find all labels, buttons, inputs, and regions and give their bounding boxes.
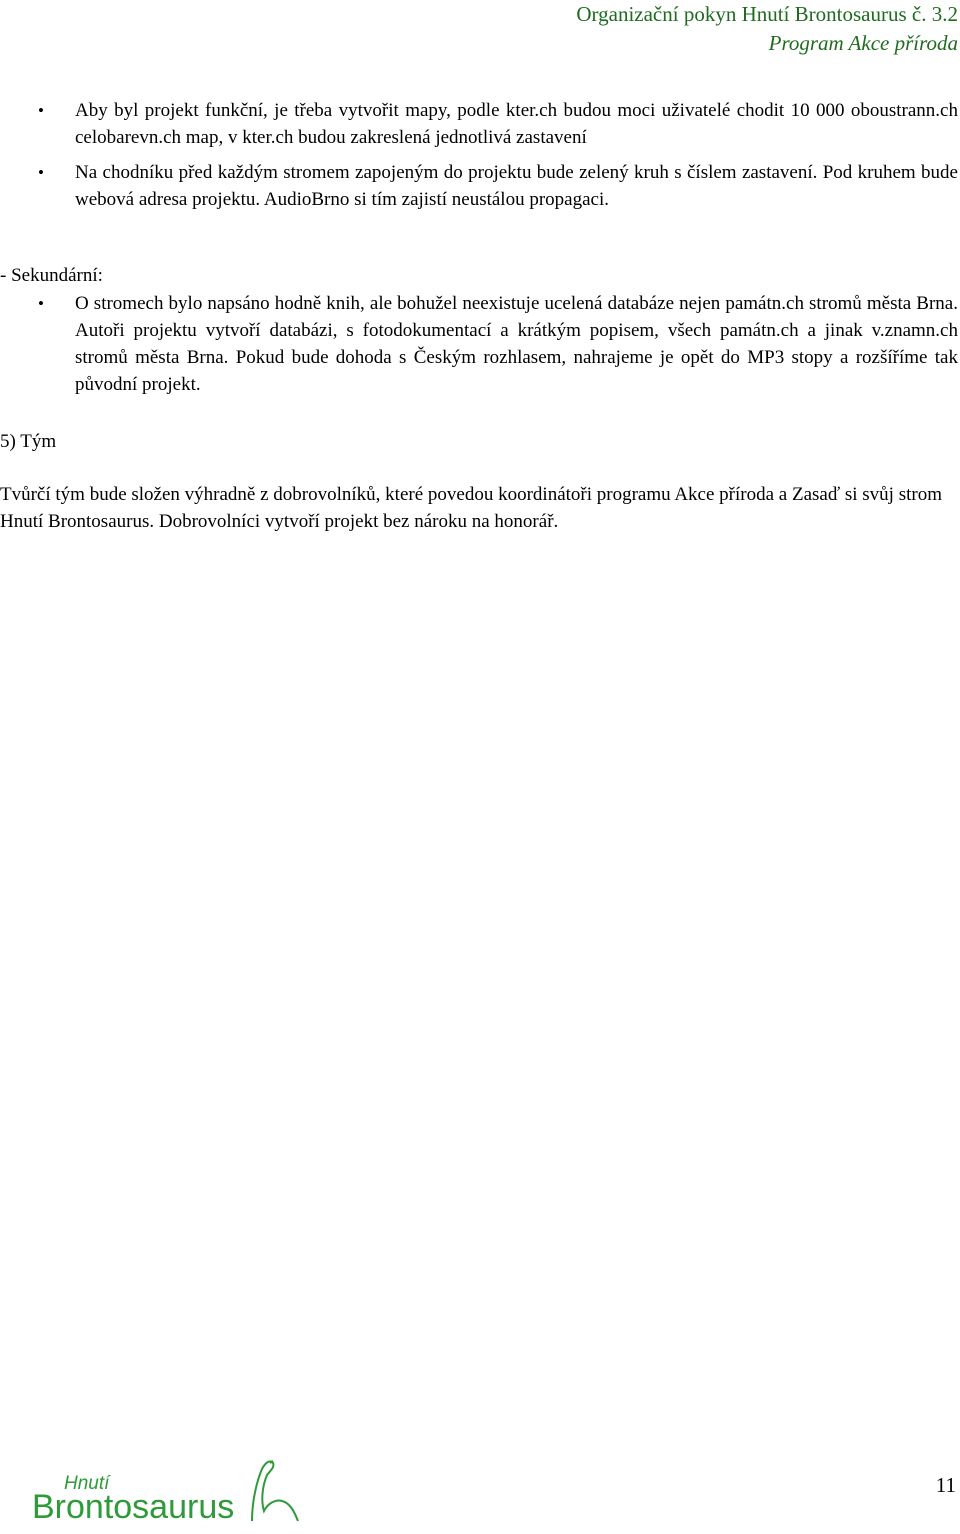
bullet-icon: • bbox=[38, 101, 44, 120]
logo-word-hnuti: Hnutí bbox=[64, 1473, 110, 1494]
team-paragraph: Tvůrčí tým bude složen výhradně z dobrovolníků, které povedou koordinátoři programu Akce příroda a Zasaď si svůj strom Hnutí Brontosaurus. Dobrovolníci vytvoří projekt bez nároku na honorář. bbox=[0, 484, 942, 532]
header-title: Organizační pokyn Hnutí Brontosaurus č. 3.2 bbox=[576, 2, 958, 26]
list-item bbox=[0, 97, 960, 151]
list-item bbox=[0, 159, 960, 213]
page-number: 11 bbox=[935, 1473, 956, 1497]
secondary-label: - Sekundární: bbox=[0, 265, 103, 286]
dinosaur-icon bbox=[252, 1461, 298, 1521]
list-item bbox=[0, 290, 960, 398]
bullet-icon: • bbox=[38, 163, 44, 182]
primary-bullet-list bbox=[0, 97, 960, 213]
bullet-icon: • bbox=[38, 294, 44, 313]
header-subtitle: Program Akce příroda bbox=[768, 31, 958, 55]
section-heading: 5) Tým bbox=[0, 431, 57, 452]
document-header bbox=[576, 0, 958, 58]
logo-word-brontosaurus: Brontosaurus bbox=[32, 1488, 235, 1526]
list-item-text: Aby byl projekt funkční, je třeba vytvořit mapy, podle kter.ch budou moci uživatelé chodit 10 000 oboustrann.ch celobarevn.ch map, v kter.ch budou zakreslená jednotlivá zastavení bbox=[75, 100, 958, 148]
secondary-bullet-list bbox=[0, 290, 960, 398]
brontosaurus-logo-graphic bbox=[30, 1455, 320, 1529]
list-item-text: O stromech bylo napsáno hodně knih, ale bohužel neexistuje ucelená databáze nejen památn.ch stromů města Brna. Autoři projektu vytvoří databázi, s fotodokumentací a krátkým popisem, všech památn.ch a jinak v.znamn.ch stromů města Brna. Pokud bude dohoda s Českým rozhlasem, nahrajeme je opět do MP3 stopy a rozšíříme tak původní projekt. bbox=[75, 293, 958, 395]
list-item-text: Na chodníku před každým stromem zapojeným do projektu bude zelený kruh s číslem zastavení. Pod kruhem bude webová adresa projektu. AudioBrno si tím zajistí neustálou propagaci. bbox=[75, 162, 958, 210]
brontosaurus-logo bbox=[30, 1455, 320, 1529]
